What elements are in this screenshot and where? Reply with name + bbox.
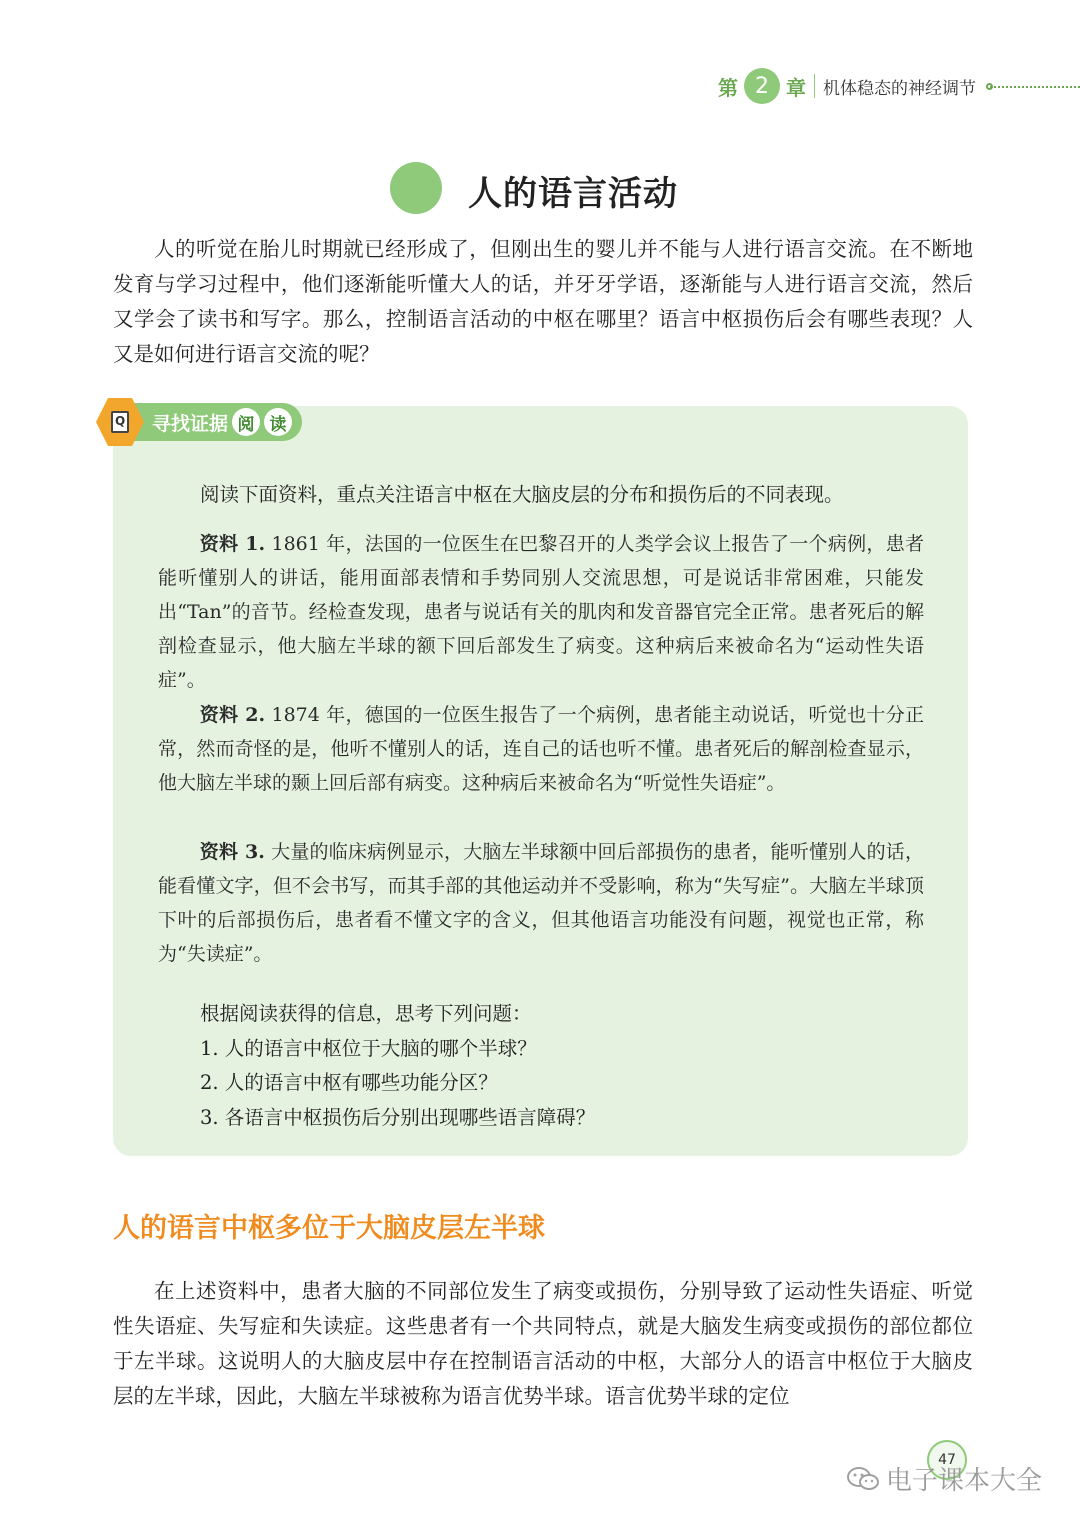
question-list [200,997,940,1135]
material-2-text: 1874 年，德国的一位医生报告了一个病例，患者能主动说话，听觉也十分正常，然而奇怪的是，他听不懂别人的话，连自己的话也听不懂。患者死后的解剖检查显示，他大脑左半球的颞上回后部有病变。这种病后来被命名为“听觉性失语症”。 [158,704,925,794]
material-1 [158,527,924,697]
header-divider [814,74,815,98]
subsection-heading: 人的语言中枢多位于大脑皮层左半球 [113,1213,545,1244]
material-3-label: 资料 3. [199,841,265,863]
material-1-text: 1861 年，法国的一位医生在巴黎召开的人类学会议上报告了一个病例，患者能听懂别人的讲话，能用面部表情和手势同别人交流思想，可是说话非常困难，只能发出“Tan”的音节。经检查发现，患者与说话有关的肌肉和发音器官完全正常。患者死后的解剖检查显示，他大脑左半球的额下回后部发生了病变。这种病后来被命名为“运动性失语症”。 [158,533,925,691]
intro-paragraph: 人的听觉在胎儿时期就已经形成了，但刚出生的婴儿并不能与人进行语言交流。在不断地发育与学习过程中，他们逐渐能听懂大人的话，并牙牙学语，逐渐能与人进行语言交流，然后又学会了读书和写字。那么，控制语言活动的中枢在哪里？语言中枢损伤后会有哪些表现？人又是如何进行语言交流的呢？ [113,237,973,366]
reading-tag-label [132,403,302,441]
question-intro: 根据阅读获得的信息，思考下列问题： [200,1002,532,1025]
material-3 [158,835,924,971]
reading-tag-text: 寻找证据 [152,412,229,435]
page-number: 47 [927,1440,967,1480]
question-item-2: 2. 人的语言中枢有哪些功能分区？ [200,1071,498,1094]
chapter-number-badge: 2 [744,68,780,104]
chapter-title: 机体稳态的神经调节 [823,78,976,99]
chapter-prefix: 第 [718,75,738,100]
watermark [846,1460,1042,1497]
material-2-label: 资料 2. [199,704,266,726]
chapter-suffix: 章 [786,75,806,100]
running-header [718,68,993,104]
material-2 [158,698,924,800]
section-circle-icon [390,162,442,214]
watermark-text: 电子课本大全 [886,1466,1043,1496]
section-title: 人的语言活动 [468,174,678,214]
header-dotted-rule [990,86,1080,88]
question-item-1: 1. 人的语言中枢位于大脑的哪个半球？ [200,1036,537,1060]
material-3-text: 大量的临床病例显示，大脑左半球额中回后部损伤的患者，能听懂别人的话，能看懂文字，但不会书写，而其手部的其他运动并不受影响，称为“失写症”。大脑左半球顶下叶的后部损伤后，患者看不懂文字的含义，但其他语言功能没有问题，视觉也正常，称为“失读症”。 [158,841,924,965]
wechat-icon [846,1466,880,1492]
subsection-paragraph: 在上述资料中，患者大脑的不同部位发生了病变或损伤，分别导致了运动性失语症、听觉性失语症、失写症和失读症。这些患者有一个共同特点，就是大脑发生病变或损伤的部位都位于左半球。这说明人的大脑皮层中存在控制语言活动的中枢，大部分人的语言中枢位于大脑皮层的左半球，因此，大脑左半球被称为语言优势半球。语言优势半球的定位 [113,1279,973,1408]
reading-lead: 阅读下面资料，重点关注语言中枢在大脑皮层的分布和损伤后的不同表现。 [200,483,844,506]
reading-tag-char-2: 读 [264,408,292,436]
reading-tag [96,398,302,446]
material-1-label: 资料 1. [199,533,266,555]
reading-tag-char-1: 阅 [232,408,260,436]
question-item-3: 3. 各语言中枢损伤后分别出现哪些语言障碍？ [200,1105,596,1129]
